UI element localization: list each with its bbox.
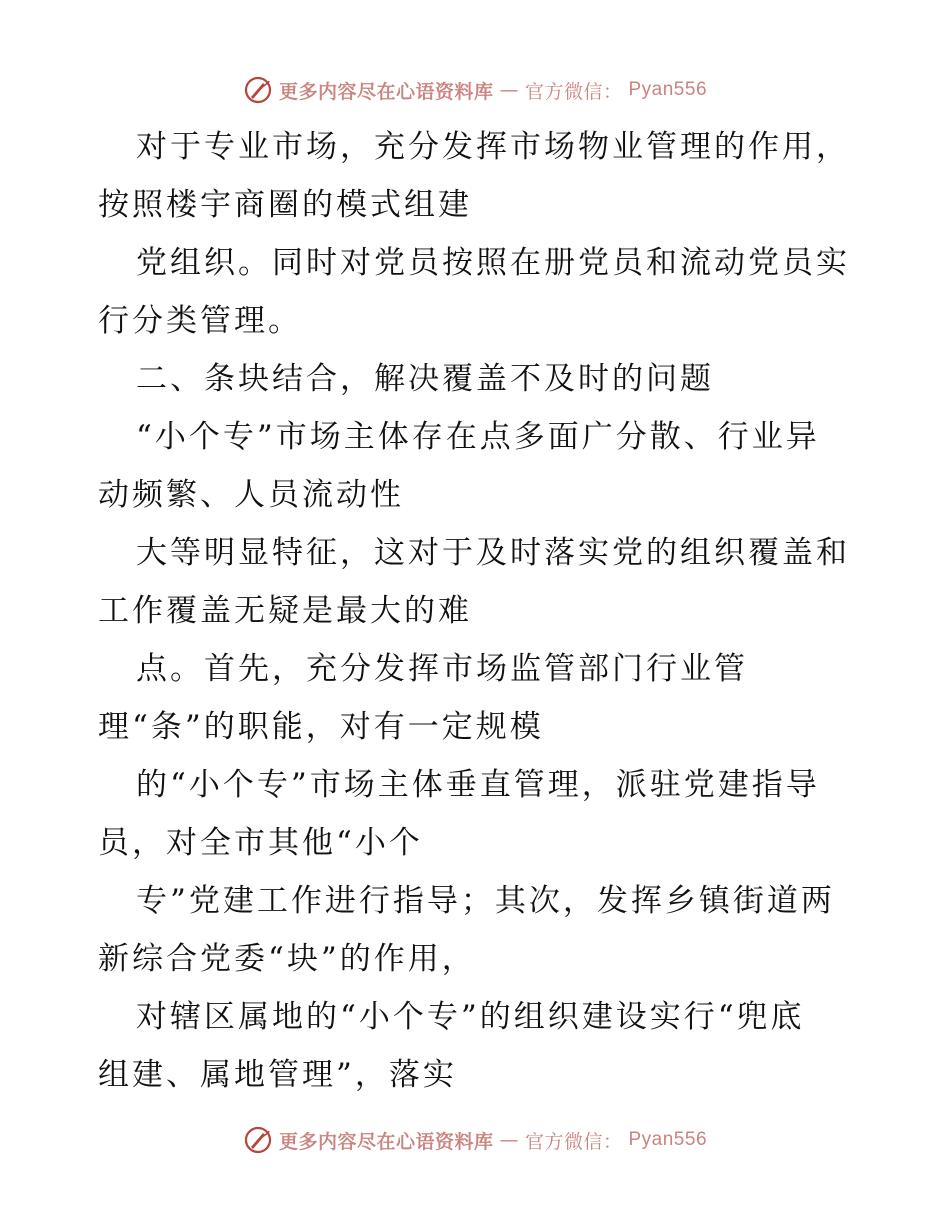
- watermark-wechat-id: Pyan556: [628, 1129, 708, 1150]
- body-line: 工作覆盖无疑是最大的难: [98, 593, 472, 629]
- watermark-main-text: 更多内容尽在心语资料库: [278, 1130, 494, 1153]
- body-line: 行分类管理。: [98, 303, 302, 339]
- body-line: 大等明显特征，这对于及时落实党的组织覆盖和: [136, 535, 850, 571]
- body-line: 理“条”的职能，对有一定规模: [98, 709, 544, 745]
- section-heading: 二、条块结合，解决覆盖不及时的问题: [136, 361, 714, 397]
- watermark-main-text: 更多内容尽在心语资料库: [278, 80, 494, 103]
- body-line: 专”党建工作进行指导；其次，发挥乡镇街道两: [136, 883, 835, 919]
- watermark-footer: [0, 1120, 950, 1160]
- document-body: [98, 118, 858, 1104]
- body-line: 新综合党委“块”的作用，: [98, 941, 476, 977]
- watermark-separator: —: [499, 1129, 519, 1151]
- watermark-wechat-label: 官方微信：: [524, 80, 623, 103]
- watermark-separator: —: [499, 79, 519, 101]
- quill-logo-icon: [243, 1125, 273, 1155]
- quill-logo-icon: [243, 75, 273, 105]
- body-line: 的“小个专”市场主体垂直管理，派驻党建指导: [136, 767, 820, 803]
- body-line: 对于专业市场，充分发挥市场物业管理的作用，: [136, 129, 850, 165]
- body-line: 员，对全市其他“小个: [98, 825, 423, 861]
- watermark-header: [0, 70, 950, 110]
- body-line: 党组织。同时对党员按照在册党员和流动党员实: [136, 245, 850, 281]
- body-line: 组建、属地管理”，落实: [98, 1057, 457, 1093]
- watermark-wechat-label: 官方微信：: [524, 1130, 623, 1153]
- watermark-wechat-id: Pyan556: [628, 79, 708, 100]
- body-line: 动频繁、人员流动性: [98, 477, 404, 513]
- body-line: 点。首先，充分发挥市场监管部门行业管: [136, 651, 748, 687]
- body-line: “小个专”市场主体存在点多面广分散、行业异: [136, 419, 820, 455]
- body-line: 按照楼宇商圈的模式组建: [98, 187, 472, 223]
- body-line: 对辖区属地的“小个专”的组织建设实行“兜底: [136, 999, 805, 1035]
